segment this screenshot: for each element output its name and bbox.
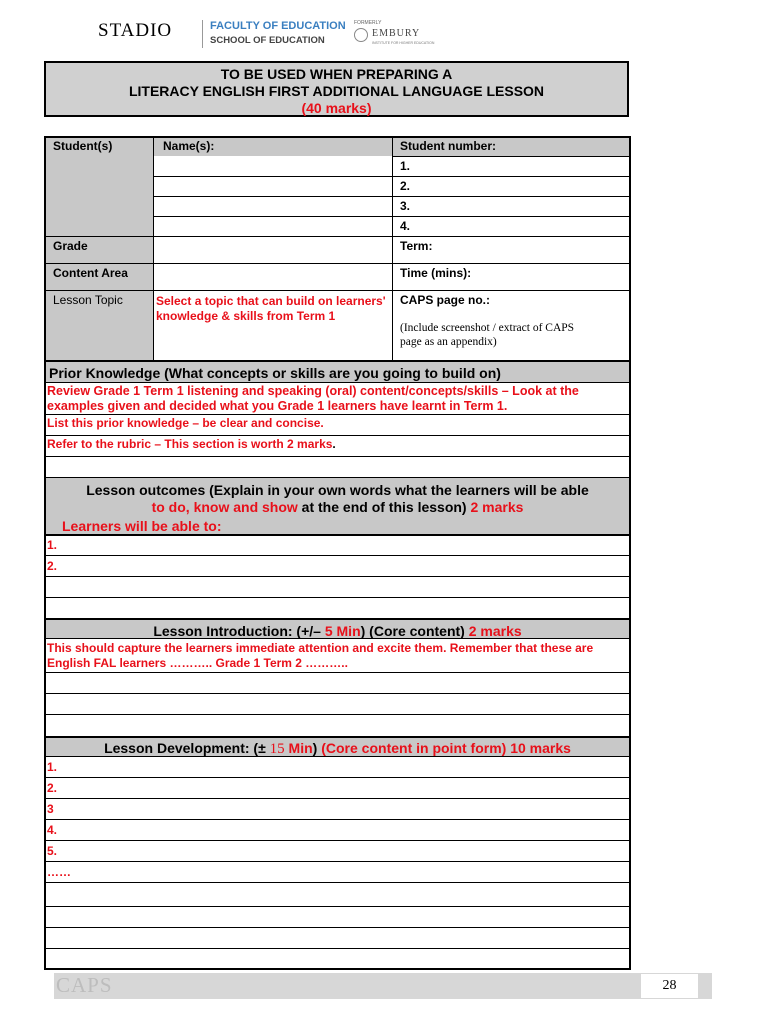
embury-wordmark: EMBURY xyxy=(372,28,421,39)
rule xyxy=(392,138,393,360)
rule xyxy=(46,555,629,556)
development-field-7[interactable] xyxy=(47,884,629,905)
outcomes-heading-1: Lesson outcomes (Explain in your own words what the learners will be able xyxy=(86,482,589,498)
prior-answer-field[interactable] xyxy=(47,457,629,476)
intro-heading-a: Lesson Introduction: (+/– xyxy=(153,623,325,639)
formerly-label: FORMERLY xyxy=(354,20,382,26)
embury-tagline: INSTITUTE FOR HIGHER EDUCATION xyxy=(372,41,435,45)
development-field-8[interactable] xyxy=(47,907,629,926)
students-label: Student(s) xyxy=(53,139,113,153)
term-label: Term: xyxy=(400,239,433,253)
student-number-label: Student number: xyxy=(400,139,496,153)
rule xyxy=(46,236,629,237)
outcome-1: 1. xyxy=(47,538,58,552)
outcome-field-4[interactable] xyxy=(47,598,629,617)
title-marks: (40 marks) xyxy=(301,100,372,116)
rule xyxy=(46,840,629,841)
faculty-label: FACULTY OF EDUCATION xyxy=(210,20,346,32)
development-field-9[interactable] xyxy=(47,928,629,947)
rule xyxy=(46,414,629,415)
development-item-1: 1. xyxy=(47,760,58,774)
rule xyxy=(46,290,629,291)
caps-page-label: CAPS page no.: xyxy=(400,293,491,307)
grade-field[interactable] xyxy=(155,238,391,262)
intro-field-2[interactable] xyxy=(47,673,629,692)
learners-able-label: Learners will be able to: xyxy=(62,518,222,534)
rule xyxy=(46,861,629,862)
intro-field-4[interactable] xyxy=(47,715,629,735)
content-area-field[interactable] xyxy=(155,265,391,289)
prior-line-1: Review Grade 1 Term 1 listening and speaking (oral) content/concepts/skills – Look at the examples given and decided what you Grade 1 learners have learnt in Term 1. xyxy=(47,384,579,413)
content-area-label: Content Area xyxy=(53,266,128,280)
intro-min: 5 Min xyxy=(324,623,361,639)
outcomes-do-know-show: to do, know and show xyxy=(151,499,298,515)
intro-text: This should capture the learners immediate attention and excite them. Remember that these are English FAL learners ……….. Grade 1 Term 2 ……….. xyxy=(47,641,594,670)
outcome-2: 2. xyxy=(47,559,58,573)
development-item-3: 3 xyxy=(47,802,54,816)
name-field-4[interactable] xyxy=(155,217,391,235)
development-num: 15 xyxy=(269,741,285,757)
name-field-3[interactable] xyxy=(155,197,391,215)
title-line-1: TO BE USED WHEN PREPARING A xyxy=(220,66,453,82)
prior-line-3-text: Refer to the rubric – This section is worth 2 marks xyxy=(47,437,333,451)
outcome-field-3[interactable] xyxy=(47,577,629,596)
rule xyxy=(46,477,629,478)
school-label: SCHOOL OF EDUCATION xyxy=(210,35,325,46)
prior-line-3-period: . xyxy=(332,437,336,451)
stadio-wordmark: STADIO xyxy=(98,20,173,41)
outcomes-heading-2 xyxy=(46,499,629,515)
outcomes-marks: 2 marks xyxy=(470,499,524,515)
development-item-2: 2. xyxy=(47,781,58,795)
names-label: Name(s): xyxy=(163,139,215,153)
name-field-1[interactable] xyxy=(155,157,391,175)
rule xyxy=(46,382,629,383)
embury-crest-icon xyxy=(354,28,368,42)
logo-divider xyxy=(202,20,203,48)
rule xyxy=(46,819,629,820)
student-number-1: 1. xyxy=(400,159,411,173)
rule xyxy=(46,882,629,883)
rule xyxy=(153,138,154,360)
rule xyxy=(46,736,629,738)
development-min: Min xyxy=(284,740,313,756)
footer-bar xyxy=(54,973,712,999)
development-heading-a: Lesson Development: (± xyxy=(104,740,270,756)
development-field-10[interactable] xyxy=(47,949,629,968)
student-number-4: 4. xyxy=(400,219,411,233)
grade-label: Grade xyxy=(53,239,88,253)
development-heading-b: ) xyxy=(312,740,322,756)
intro-heading xyxy=(46,623,629,639)
student-number-2: 2. xyxy=(400,179,411,193)
development-item-6: …… xyxy=(47,865,71,879)
prior-line-3 xyxy=(47,437,336,451)
title-line-2: LITERACY ENGLISH FIRST ADDITIONAL LANGUAGE LESSON xyxy=(128,83,545,99)
outcomes-end-text: at the end of this lesson) xyxy=(297,499,471,515)
development-item-4: 4. xyxy=(47,823,58,837)
embury-logo xyxy=(352,20,435,48)
intro-heading-b: ) (Core content) xyxy=(360,623,469,639)
development-item-5: 5. xyxy=(47,844,58,858)
prior-heading: Prior Knowledge (What concepts or skills are you going to build on) xyxy=(49,365,501,381)
time-label: Time (mins): xyxy=(400,266,472,280)
rule xyxy=(46,263,629,264)
prior-line-2: List this prior knowledge – be clear and concise. xyxy=(47,416,324,430)
lesson-topic-hint: Select a topic that can build on learners' knowledge & skills from Term 1 xyxy=(156,294,386,323)
rule xyxy=(46,798,629,799)
page-number: 28 xyxy=(662,978,677,993)
caps-page-note: (Include screenshot / extract of CAPS page as an appendix) xyxy=(400,322,575,348)
rule xyxy=(46,777,629,778)
rule xyxy=(46,435,629,436)
footer-caps: CAPS xyxy=(56,973,113,997)
student-number-3: 3. xyxy=(400,199,411,213)
development-heading xyxy=(46,740,629,758)
stadio-logo xyxy=(98,20,172,42)
rule xyxy=(46,360,629,362)
intro-marks: 2 marks xyxy=(468,623,522,639)
rule xyxy=(46,534,629,536)
lesson-topic-label: Lesson Topic xyxy=(53,293,123,307)
development-core: (Core content in point form) 10 marks xyxy=(321,740,571,756)
intro-field-3[interactable] xyxy=(47,694,629,713)
name-field-2[interactable] xyxy=(155,177,391,195)
rule xyxy=(46,618,629,620)
rule xyxy=(392,156,629,157)
